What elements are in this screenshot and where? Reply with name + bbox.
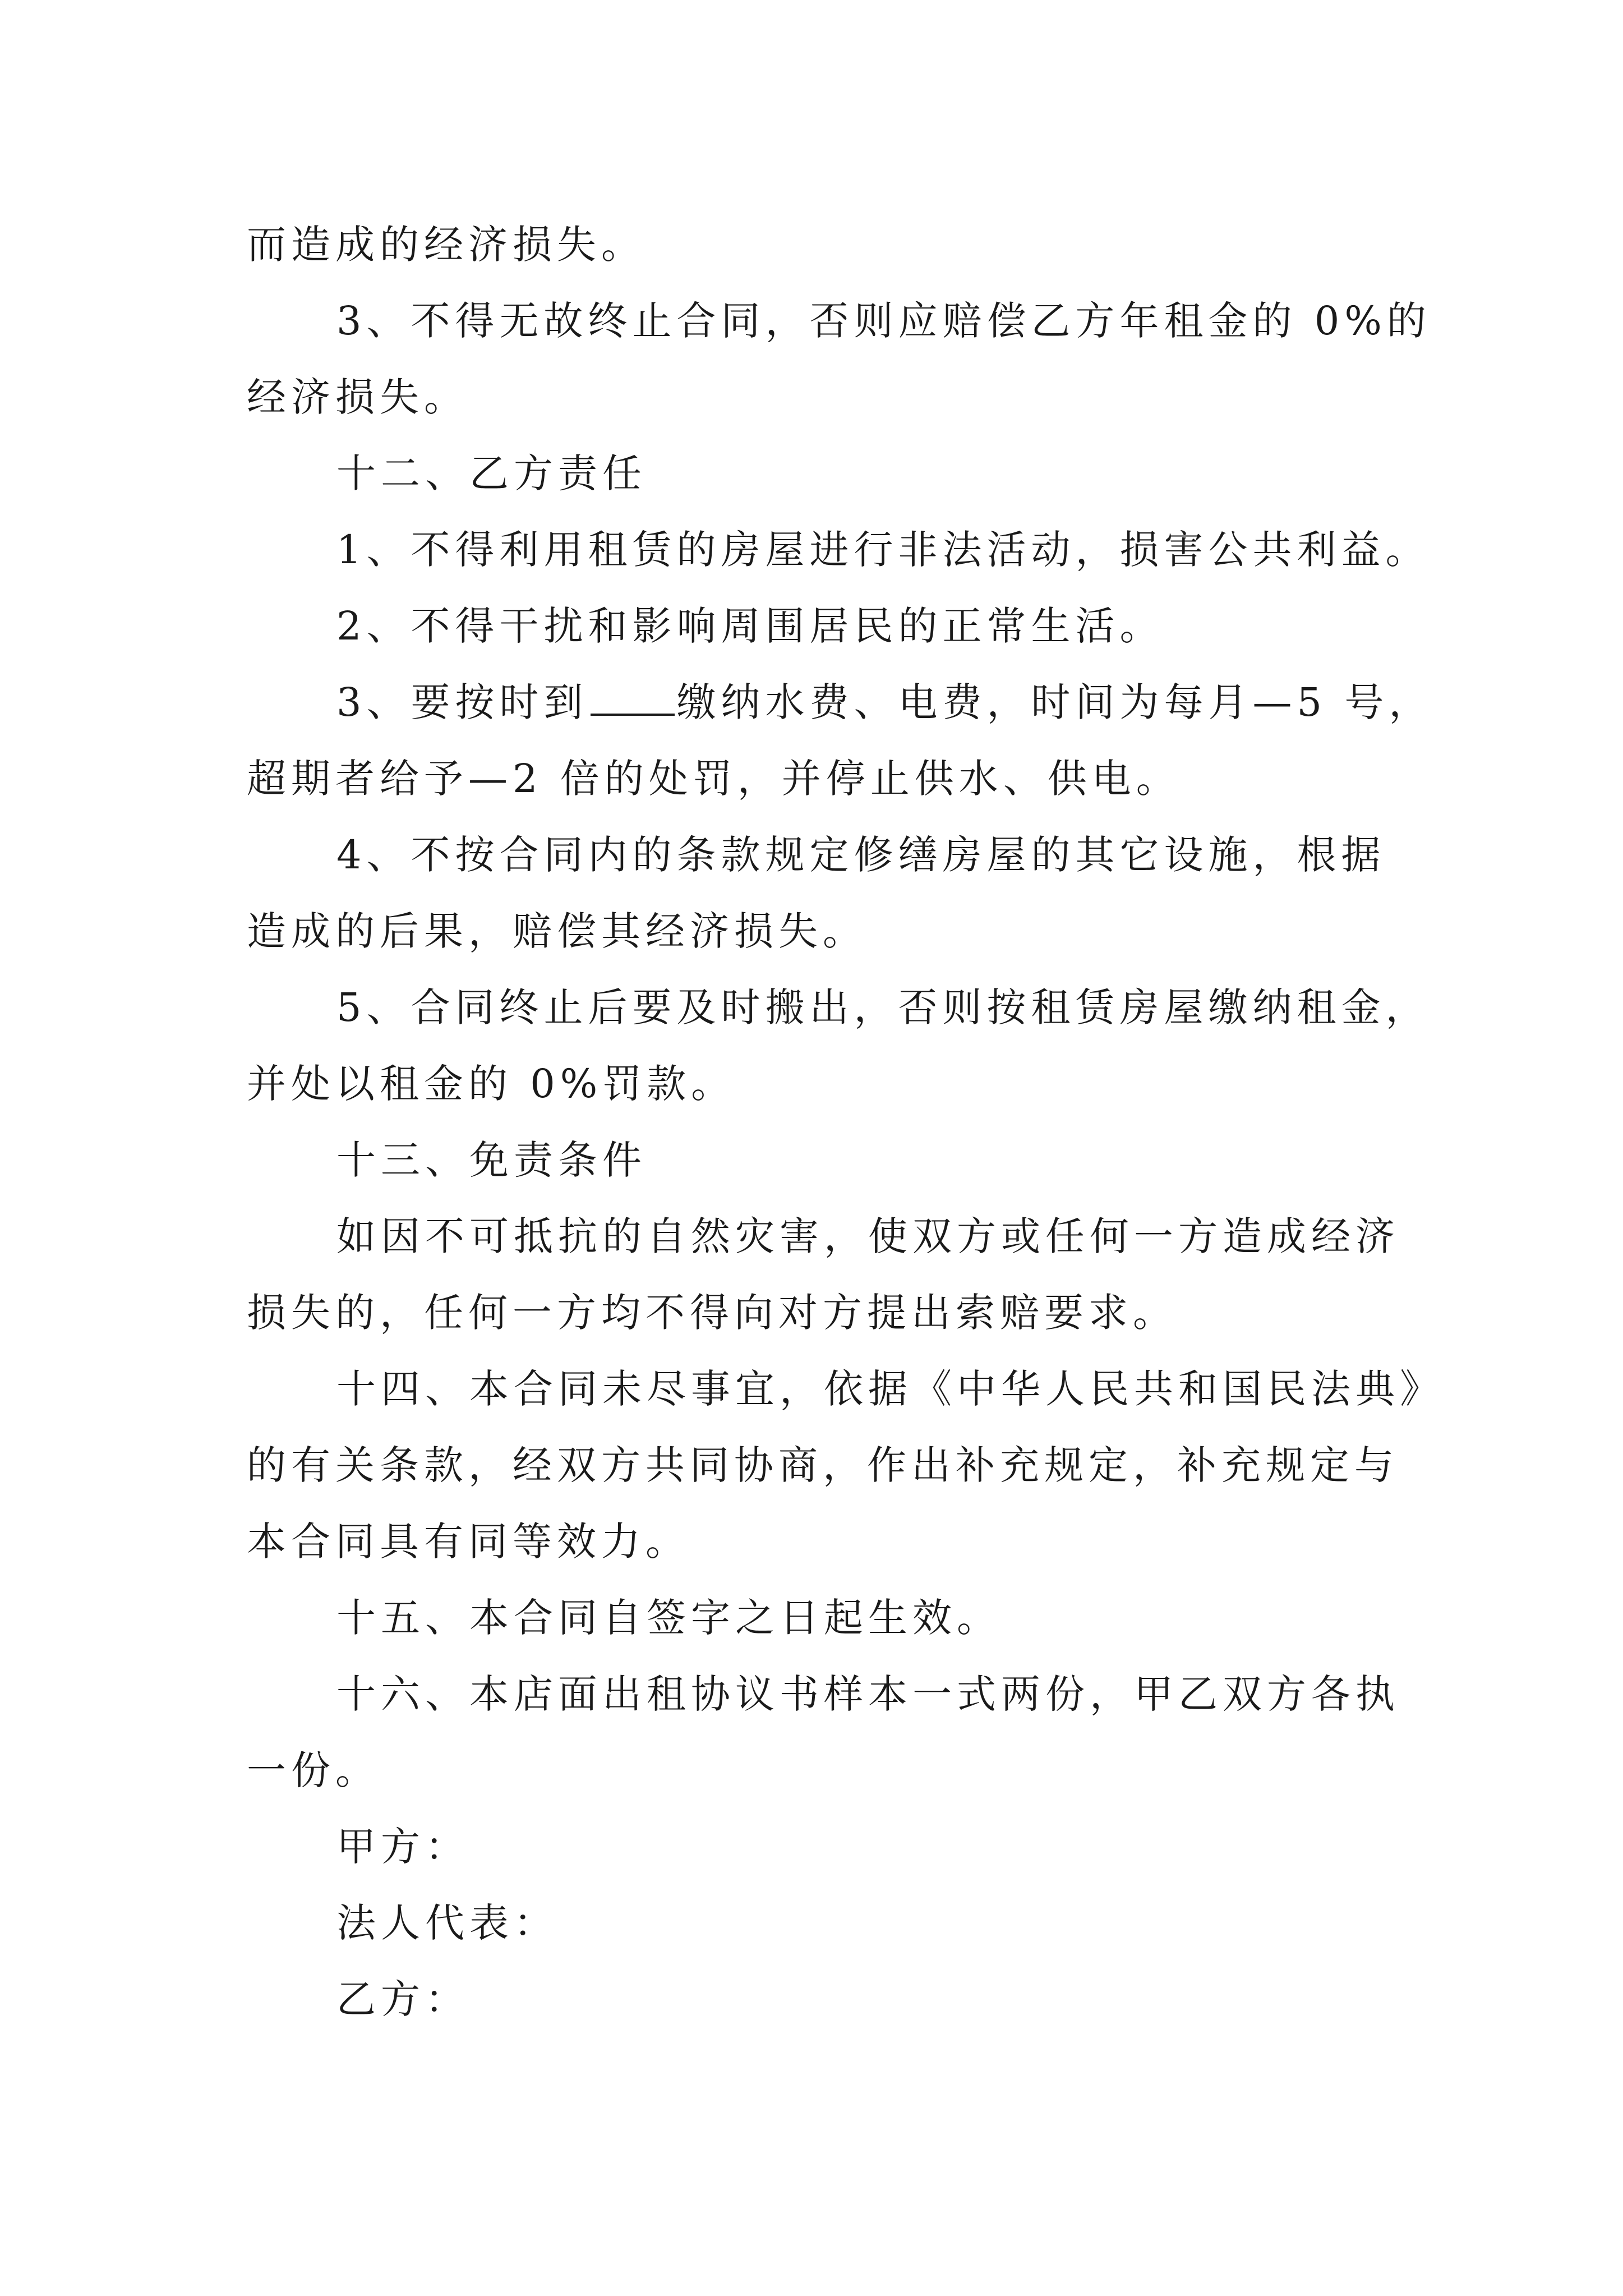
- text-line: 并处以租金的 0%罚款。: [247, 1061, 736, 1107]
- party-a-label: 甲方：: [336, 1824, 469, 1870]
- party-b-label: 乙方：: [336, 1976, 469, 2022]
- legal-representative-label: 法人代表：: [336, 1900, 558, 1946]
- clause-line: 如因不可抵抗的自然灾害，使双方或任何一方造成经济: [336, 1213, 1400, 1259]
- section-heading: 十二、乙方责任: [336, 450, 647, 496]
- clause-line: 十四、本合同未尽事宜，依据《中华人民共和国民法典》: [336, 1366, 1444, 1412]
- text-line: 一份。: [247, 1747, 380, 1793]
- text-line: 本合同具有同等效力。: [247, 1519, 690, 1565]
- text-line: 造成的后果，赔偿其经济损失。: [247, 908, 867, 954]
- clause-line: 1、不得利用租赁的房屋进行非法活动，损害公共利益。: [336, 527, 1430, 573]
- clause-line: 十六、本店面出租协议书样本一式两份，甲乙双方各执: [336, 1671, 1400, 1717]
- clause-line-with-blank: [247, 664, 1433, 740]
- fill-in-blank: [591, 670, 675, 716]
- clause-line: 4、不按合同内的条款规定修缮房屋的其它设施，根据: [336, 832, 1386, 878]
- clause-line: 十五、本合同自签字之日起生效。: [336, 1595, 1001, 1641]
- text-line: 经济损失。: [247, 374, 468, 420]
- clause-line: 3、不得无故终止合同，否则应赔偿乙方年租金的 0%的: [336, 298, 1431, 344]
- clause-text-before-blank: 3、要按时到: [336, 679, 588, 725]
- clause-line: 2、不得干扰和影响周围居民的正常生活。: [336, 603, 1164, 649]
- section-heading: 十三、免责条件: [336, 1137, 647, 1183]
- text-line: 而造成的经济损失。: [247, 222, 645, 268]
- text-line: 的有关条款，经双方共同协商，作出补充规定，补充规定与: [247, 1442, 1399, 1488]
- text-line: 超期者给予—2 倍的处罚，并停止供水、供电。: [247, 756, 1181, 802]
- document-body: [247, 206, 1444, 2037]
- text-line: 损失的，任何一方均不得向对方提出索赔要求。: [247, 1290, 1177, 1336]
- clause-text-after-blank: 缴纳水费、电费，时间为每月—5 号，: [676, 679, 1433, 725]
- clause-line: 5、合同终止后要及时搬出，否则按租赁房屋缴纳租金，: [336, 984, 1430, 1030]
